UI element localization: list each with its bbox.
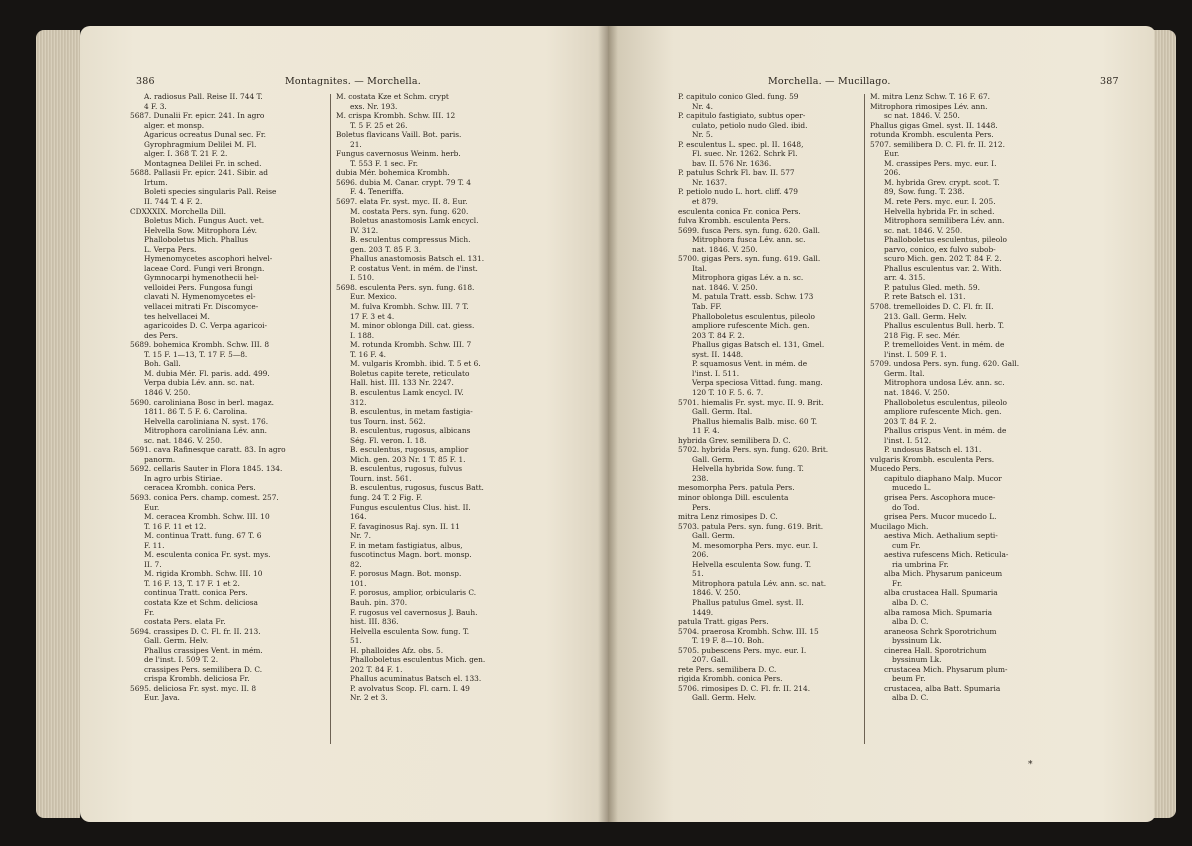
text-line: Nr. 4.: [692, 101, 713, 111]
text-line: Phallus gigas Batsch el. 131, Gmel.: [692, 340, 825, 350]
text-line: L. Verpa Pers.: [144, 244, 197, 254]
text-line: M. rotunda Krombh. Schw. III. 7: [350, 340, 472, 350]
text-line: vellacei mitrati Fr. Discomyce-: [144, 302, 259, 312]
text-line: 5689. bohemica Krombh. Schw. III. 8: [130, 340, 270, 350]
text-line: P. squamosus Vent. in mém. de: [692, 359, 808, 369]
text-line: T. 16 F. 11 et 12.: [144, 521, 207, 531]
text-line: 17 F. 3 et 4.: [350, 311, 395, 321]
text-line: Boletus anastomosis Lamk encycl.: [350, 216, 479, 226]
text-line: P. capitulo conico Gled. fung. 59: [678, 92, 799, 101]
text-line: Mitrophora rimosipes Lév. ann.: [870, 101, 988, 111]
text-line: H. phalloides Afz. obs. 5.: [350, 645, 444, 655]
text-line: B. esculentus, rugosus, fuscus Batt.: [350, 483, 484, 493]
text-line: M. vulgaris Krombh. ibid. T. 5 et 6.: [350, 359, 481, 369]
text-line: 5690. caroliniana Bosc in berl. magaz.: [130, 397, 274, 407]
text-line: vulgaris Krombh. esculenta Pers.: [870, 454, 995, 464]
text-line: 5700. gigas Pers. syn. fung. 619. Gall.: [678, 254, 821, 264]
text-line: B. esculentus Lamk encycl. IV.: [350, 387, 464, 397]
text-line: 21.: [350, 139, 362, 149]
text-line: 5704. praerosa Krombh. Schw. III. 15: [678, 626, 819, 636]
text-line: exs. Nr. 193.: [350, 101, 398, 111]
text-line: CDXXXIX. Morchella Dill.: [130, 206, 226, 216]
text-line: alba D. C.: [892, 617, 929, 627]
text-line: grisea Pers. Mucor mucedo L.: [884, 512, 997, 522]
text-line: T. 16 F. 4.: [350, 349, 387, 359]
text-line: minor oblonga Dill. esculenta: [678, 492, 789, 502]
text-line: Fr.: [144, 607, 155, 617]
text-line: 89, Sow. fung. T. 238.: [884, 187, 965, 197]
text-line: P. patulus Schrk Fl. bav. II. 577: [678, 168, 795, 178]
text-line: rigida Krombh. conica Pers.: [678, 674, 783, 684]
text-line: ampliore rufescente Mich. gen.: [692, 321, 810, 331]
text-line: 5696. dubia M. Canar. crypt. 79 T. 4: [336, 177, 472, 187]
text-line: T. 5 F. 25 et 26.: [350, 120, 408, 130]
text-line: T. 19 F. 8—10. Boh.: [692, 636, 765, 646]
text-line: 5698. esculenta Pers. syn. fung. 618.: [336, 282, 475, 292]
text-line: velloidei Pers. Fungosa fungi: [144, 282, 253, 292]
text-line: Ital.: [692, 263, 708, 273]
text-line: alger. I. 368 T. 21 F. 2.: [144, 149, 228, 159]
text-line: M. rete Pers. myc. eur. I. 205.: [884, 197, 996, 207]
text-line: M. costata Kze et Schm. crypt: [336, 92, 449, 101]
text-line: Phalloboletus Mich. Phallus: [144, 235, 249, 245]
text-line: Boleti species singularis Pall. Reise: [144, 187, 277, 197]
text-line: ria umbrina Fr.: [892, 559, 949, 569]
text-line: aestiva rufescens Mich. Reticula-: [884, 550, 1009, 560]
text-line: syst. II. 1448.: [692, 349, 744, 359]
text-line: Gall. Germ.: [692, 531, 735, 541]
text-line: alger. et monsp.: [144, 120, 205, 130]
text-line: Nr. 1637.: [692, 177, 728, 187]
text-line: 101.: [350, 578, 367, 588]
text-line: Verpa speciosa Vittad. fung. mang.: [692, 378, 823, 388]
text-line: cinerea Hall. Sporotrichum: [884, 645, 987, 655]
text-line: 5702. hybrida Pers. syn. fung. 620. Brit.: [678, 445, 829, 455]
text-line: 5693. conica Pers. champ. comest. 257.: [130, 492, 279, 502]
text-line: des Pers.: [144, 330, 178, 340]
text-line: B. esculentus, rugosus, albicans: [350, 426, 471, 436]
text-line: 213. Gall. Germ. Helv.: [884, 311, 967, 321]
text-line: Fr.: [892, 578, 903, 588]
text-line: Eur. Mexico.: [350, 292, 397, 302]
text-line: P. avolvatus Scop. Fl. carn. I. 49: [350, 683, 470, 693]
text-line: 312.: [350, 397, 367, 407]
text-line: 5692. cellaris Sauter in Flora 1845. 134.: [130, 464, 283, 474]
text-line: clavati N. Hymenomycetes el-: [144, 292, 256, 302]
text-line: Phallus acuminatus Batsch el. 133.: [350, 674, 482, 684]
text-line: 11 F. 4.: [692, 426, 720, 436]
text-line: 1846. V. 250.: [692, 588, 741, 598]
text-line: 1846 V. 250.: [144, 387, 191, 397]
text-line: hybrida Grev. semilibera D. C.: [678, 435, 791, 445]
text-line: cum Fr.: [892, 540, 921, 550]
text-line: Phalloboletus esculentus Mich. gen.: [350, 655, 486, 665]
text-line: 5706. rimosipes D. C. Fl. fr. II. 214.: [678, 683, 811, 693]
text-line: M. minor oblonga Dill. cat. giess.: [350, 321, 475, 331]
text-line: crispa Krombh. deliciosa Fr.: [144, 674, 250, 684]
text-line: M. rigida Krombh. Schw. III. 10: [144, 569, 263, 579]
text-line: 51.: [692, 569, 704, 579]
right-column-2: [870, 92, 1072, 703]
text-line: Phallus crassipes Vent. in mém.: [144, 645, 263, 655]
text-line: l'inst. I. 509 F. 1.: [884, 349, 947, 359]
text-line: P. patulus Gled. meth. 59.: [884, 282, 980, 292]
text-line: B. esculentus compressus Mich.: [350, 235, 471, 245]
right-running-title: Morchella. — Mucillago.: [768, 76, 891, 87]
text-line: rete Pers. semilibera D. C.: [678, 664, 777, 674]
text-line: Gall. Germ. Helv.: [692, 693, 757, 703]
text-line: 51.: [350, 636, 362, 646]
text-line: l'inst. I. 511.: [692, 368, 740, 378]
text-line: Ség. Fl. veron. I. 18.: [350, 435, 427, 445]
text-line: 5687. Dunalii Fr. epicr. 241. In agro: [130, 111, 265, 121]
text-line: culato, petiolo nudo Gled. ibid.: [692, 120, 808, 130]
text-line: bav. II. 576 Nr. 1636.: [692, 158, 772, 168]
text-line: parvo, conico, ex fulvo subob-: [884, 244, 996, 254]
text-line: M. crispa Krombh. Schw. III. 12: [336, 111, 456, 121]
open-book: [36, 26, 1168, 822]
text-line: 218 Fig. F. sec. Mér.: [884, 330, 961, 340]
text-line: Nr. 7.: [350, 531, 371, 541]
text-line: Montagnea Delilei Fr. in sched.: [144, 158, 262, 168]
text-line: nat. 1846. V. 250.: [692, 244, 758, 254]
text-line: scuro Mich. gen. 202 T. 84 F. 2.: [884, 254, 1002, 264]
left-column-2: [336, 92, 536, 703]
text-line: Gall. Germ. Ital.: [692, 407, 753, 417]
text-line: F. favaginosus Raj. syn. II. 11: [350, 521, 460, 531]
text-line: gen. 203 T. 85 F. 3.: [350, 244, 422, 254]
text-line: alba Mich. Physarum paniceum: [884, 569, 1003, 579]
text-line: agaricoides D. C. Verpa agaricoi-: [144, 321, 268, 331]
text-line: Boletus flavicans Vaill. Bot. paris.: [336, 130, 462, 140]
text-line: Nr. 2 et 3.: [350, 693, 388, 703]
text-line: Helvella caroliniana N. syst. 176.: [144, 416, 269, 426]
text-line: ceracea Krombh. conica Pers.: [144, 483, 256, 493]
text-line: 238.: [692, 473, 709, 483]
text-line: Phallus hiemalis Balb. misc. 60 T.: [692, 416, 818, 426]
text-line: mucedo L.: [892, 483, 932, 493]
text-line: Tourn. inst. 561.: [350, 473, 412, 483]
text-line: 82.: [350, 559, 362, 569]
text-line: T. 553 F. 1 sec. Fr.: [350, 158, 418, 168]
text-line: panorm.: [144, 454, 176, 464]
text-line: do Tod.: [892, 502, 920, 512]
text-line: nat. 1846. V. 250.: [884, 387, 950, 397]
text-line: Irtum.: [144, 177, 168, 187]
text-line: rotunda Krombh. esculenta Pers.: [870, 130, 994, 140]
left-running-title: Montagnites. — Morchella.: [285, 76, 421, 87]
text-line: costata Kze et Schm. deliciosa: [144, 597, 258, 607]
text-line: P. costatus Vent. in mém. de l'inst.: [350, 263, 478, 273]
text-line: alba D. C.: [892, 597, 929, 607]
right-page-edges: [1154, 30, 1176, 818]
text-line: 206.: [692, 550, 709, 560]
book-gutter: [598, 26, 618, 822]
text-line: 5705. pubescens Pers. myc. eur. I.: [678, 645, 807, 655]
text-line: Fl. suec. Nr. 1262. Schrk Fl.: [692, 149, 798, 159]
text-line: tus Tourn. inst. 562.: [350, 416, 426, 426]
text-line: P. petiolo nudo L. hort. cliff. 479: [678, 187, 798, 197]
text-line: Phallus esculentus Bull. herb. T.: [884, 321, 1005, 331]
text-line: costata Pers. elata Fr.: [144, 617, 226, 627]
text-line: M. dubia Mér. Fl. paris. add. 499.: [144, 368, 270, 378]
text-line: Mitrophora undosa Lév. ann. sc.: [884, 378, 1005, 388]
text-line: M. mesomorpha Pers. myc. eur. I.: [692, 540, 819, 550]
text-line: I. 510.: [350, 273, 375, 283]
text-line: Phalloboletus esculentus, pileolo: [884, 397, 1007, 407]
text-line: B. esculentus, rugosus, fulvus: [350, 464, 463, 474]
text-line: Mucilago Mich.: [870, 521, 929, 531]
text-line: sc. nat. 1846. V. 250.: [144, 435, 223, 445]
text-line: 120 T. 10 F. 5. 6. 7.: [692, 387, 764, 397]
text-line: M. patula Tratt. essb. Schw. 173: [692, 292, 814, 302]
text-line: 5708. tremelloides D. C. Fl. fr. II.: [870, 302, 994, 312]
text-line: Mitrophora caroliniana Lév. ann.: [144, 426, 267, 436]
text-line: 5709. undosa Pers. syn. fung. 620. Gall.: [870, 359, 1020, 369]
text-line: esculenta conica Fr. conica Pers.: [678, 206, 801, 216]
text-line: aestiva Mich. Aethalium septi-: [884, 531, 998, 541]
text-line: Phallus anastomosis Batsch el. 131.: [350, 254, 485, 264]
text-line: dubia Mér. bohemica Krombh.: [336, 168, 450, 178]
text-line: fuscotinctus Magn. bort. monsp.: [350, 550, 472, 560]
text-line: F. 11.: [144, 540, 165, 550]
left-page: [80, 26, 628, 822]
text-line: Gymnocarpi hymenothecii hel-: [144, 273, 259, 283]
text-line: Germ. Ital.: [884, 368, 925, 378]
text-line: 5691. cava Rafinesque caratt. 83. In agro: [130, 445, 286, 455]
text-line: arr. 4. 315.: [884, 273, 926, 283]
text-line: patula Tratt. gigas Pers.: [678, 617, 769, 627]
text-line: Gyrophragmium Delilei M. Fl.: [144, 139, 257, 149]
text-line: de l'inst. I. 509 T. 2.: [144, 655, 219, 665]
text-line: Nr. 5.: [692, 130, 713, 140]
text-line: 207. Gall.: [692, 655, 729, 665]
text-line: Phalloboletus esculentus, pileolo: [884, 235, 1007, 245]
text-line: mesomorpha Pers. patula Pers.: [678, 483, 795, 493]
text-line: Helvella esculenta Sow. fung. T.: [692, 559, 812, 569]
text-line: II. 744 T. 4 F. 2.: [144, 197, 203, 207]
text-line: B. esculentus, in metam fastigia-: [350, 407, 473, 417]
text-line: sc. nat. 1846. V. 250.: [884, 225, 963, 235]
text-line: F. 4. Teneriffa.: [350, 187, 404, 197]
text-line: 5703. patula Pers. syn. fung. 619. Brit.: [678, 521, 824, 531]
text-line: IV. 312.: [350, 225, 379, 235]
text-line: Tab. FF.: [692, 302, 722, 312]
text-line: Phallus esculentus var. 2. With.: [884, 263, 1002, 273]
text-line: F. rugosus vel cavernosus J. Bauh.: [350, 607, 478, 617]
text-line: 202 T. 84 F. 1.: [350, 664, 403, 674]
text-line: alba ramosa Mich. Spumaria: [884, 607, 993, 617]
text-line: T. 16 F. 13, T. 17 F. 1 et 2.: [144, 578, 240, 588]
text-line: 5694. crassipes D. C. Fl. fr. II. 213.: [130, 626, 261, 636]
text-line: fung. 24 T. 2 Fig. F.: [350, 492, 423, 502]
text-line: grisea Pers. Ascophora muce-: [884, 492, 996, 502]
text-line: Mitrophora fusca Lév. ann. sc.: [692, 235, 806, 245]
text-line: 206.: [884, 168, 901, 178]
text-line: crustacea, alba Batt. Spumaria: [884, 683, 1001, 693]
text-line: 5701. hiemalis Fr. syst. myc. II. 9. Brit.: [678, 397, 824, 407]
text-line: alba crustacea Hall. Spumaria: [884, 588, 998, 598]
text-line: 5688. Pallasii Fr. epicr. 241. Sibir. ad: [130, 168, 269, 178]
text-line: crustacea Mich. Physarum plum-: [884, 664, 1008, 674]
text-line: Mich. gen. 203 Nr. 1 T. 85 F. 1.: [350, 454, 466, 464]
text-line: Phallus crispus Vent. in mém. de: [884, 426, 1007, 436]
text-line: T. 15 F. 1—13, T. 17 F. 5—8.: [144, 349, 248, 359]
text-line: M. fulva Krombh. Schw. III. 7 T.: [350, 302, 469, 312]
text-line: Hymenomycetes ascophori helvel-: [144, 254, 273, 264]
text-line: 4 F. 3.: [144, 101, 167, 111]
text-line: Mitrophora gigas Lév. a n. sc.: [692, 273, 804, 283]
left-column-divider: [330, 94, 331, 744]
text-line: Eur.: [144, 502, 160, 512]
text-line: 1449.: [692, 607, 714, 617]
text-line: nat. 1846. V. 250.: [692, 282, 758, 292]
right-column-1: [678, 92, 864, 703]
text-line: byssinum Lk.: [892, 655, 942, 665]
text-line: P. capitulo fastigiato, subtus oper-: [678, 111, 806, 121]
text-line: 5697. elata Fr. syst. myc. II. 8. Eur.: [336, 197, 468, 207]
text-line: Hall. hist. III. 133 Nr. 2247.: [350, 378, 454, 388]
text-line: Eur. Java.: [144, 693, 180, 703]
right-page: [608, 26, 1156, 822]
text-line: laceae Cord. Fungi veri Brongn.: [144, 263, 265, 273]
text-line: Mitrophora semilibera Lév. ann.: [884, 216, 1005, 226]
text-line: M. costata Pers. syn. fung. 620.: [350, 206, 469, 216]
text-line: In agro urbis Stiriae.: [144, 473, 223, 483]
text-line: crassipes Pers. semilibera D. C.: [144, 664, 263, 674]
text-line: Fungus esculentus Clus. hist. II.: [350, 502, 471, 512]
text-line: ampliore rufescente Mich. gen.: [884, 407, 1002, 417]
right-column-divider: [864, 94, 865, 744]
text-line: Phallus gigas Gmel. syst. II. 1448.: [870, 120, 998, 130]
text-line: 5707. semilibera D. C. Fl. fr. II. 212.: [870, 139, 1005, 149]
text-line: 203 T. 84 F. 2.: [692, 330, 745, 340]
text-line: byssinum Lk.: [892, 636, 942, 646]
text-line: P. tremelloides Vent. in mém. de: [884, 340, 1005, 350]
text-line: araneosa Schrk Sporotrichum: [884, 626, 997, 636]
text-line: Helvella esculenta Sow. fung. T.: [350, 626, 470, 636]
text-line: M. hybrida Grev. crypt. scot. T.: [884, 177, 1000, 187]
text-line: 1811. 86 T. 5 F. 6. Carolina.: [144, 407, 248, 417]
text-line: 5695. deliciosa Fr. syst. myc. II. 8: [130, 683, 257, 693]
text-line: hist. III. 836.: [350, 617, 399, 627]
text-line: sc nat. 1846. V. 250.: [884, 111, 960, 121]
text-line: Boh. Gall.: [144, 359, 181, 369]
text-line: F. in metam fastigiatus, albus,: [350, 540, 463, 550]
text-line: Fungus cavernosus Weinm. herb.: [336, 149, 461, 159]
text-line: A. radiosus Pall. Reise II. 744 T.: [144, 92, 263, 101]
text-line: capitulo diaphano Malp. Mucor: [884, 473, 1002, 483]
text-line: tes helvellacei M.: [144, 311, 210, 321]
text-line: Helvella Sow. Mitrophora Lév.: [144, 225, 257, 235]
text-line: Helvella hybrida Fr. in sched.: [884, 206, 995, 216]
text-line: P. rete Batsch el. 131.: [884, 292, 966, 302]
text-line: Bauh. pin. 370.: [350, 597, 408, 607]
text-line: Verpa dubia Lév. ann. sc. nat.: [144, 378, 255, 388]
footer-mark: *: [1028, 760, 1033, 770]
text-line: M. continua Tratt. fung. 67 T. 6: [144, 531, 262, 541]
text-line: 203 T. 84 F. 2.: [884, 416, 937, 426]
text-line: Boletus Mich. Fungus Auct. vet.: [144, 216, 265, 226]
right-page-number: 387: [1100, 76, 1119, 87]
text-line: Phalloboletus esculentus, pileolo: [692, 311, 815, 321]
text-line: Gall. Germ. Helv.: [144, 636, 209, 646]
text-line: Phallus patulus Gmel. syst. II.: [692, 597, 804, 607]
text-line: P. undosus Batsch el. 131.: [884, 445, 982, 455]
text-line: B. esculentus, rugosus, amplior: [350, 445, 469, 455]
text-line: Pers.: [692, 502, 711, 512]
text-line: M. ceracea Krombh. Schw. III. 10: [144, 512, 270, 522]
text-line: 5699. fusca Pers. syn. fung. 620. Gall.: [678, 225, 821, 235]
text-line: F. porosus Magn. Bot. monsp.: [350, 569, 462, 579]
text-line: P. esculentus L. spec. pl. II. 1648,: [678, 139, 804, 149]
text-line: Mucedo Pers.: [870, 464, 922, 474]
text-line: continua Tratt. conica Pers.: [144, 588, 248, 598]
text-line: Mitrophora patula Lév. ann. sc. nat.: [692, 578, 827, 588]
text-line: alba D. C.: [892, 693, 929, 703]
text-line: 164.: [350, 512, 367, 522]
text-line: Helvella hybrida Sow. fung. T.: [692, 464, 804, 474]
left-page-edges: [36, 30, 80, 818]
text-line: F. porosus, amplior, orbicularis C.: [350, 588, 477, 598]
text-line: M. mitra Lenz Schw. T. 16 F. 67.: [870, 92, 991, 101]
text-line: beum Fr.: [892, 674, 926, 684]
text-line: l'inst. I. 512.: [884, 435, 932, 445]
text-line: Eur.: [884, 149, 900, 159]
left-page-number: 386: [136, 76, 155, 87]
text-line: I. 188.: [350, 330, 375, 340]
text-line: Agaricus ocreatus Dunal sec. Fr.: [144, 130, 266, 140]
text-line: mitra Lenz rimosipes D. C.: [678, 512, 778, 522]
left-column-1: [130, 92, 316, 703]
text-line: Gall. Germ.: [692, 454, 735, 464]
text-line: II. 7.: [144, 559, 162, 569]
text-line: M. esculenta conica Fr. syst. mys.: [144, 550, 271, 560]
text-line: Boletus capite terete, reticulato: [350, 368, 470, 378]
text-line: fulva Krombh. esculenta Pers.: [678, 216, 791, 226]
text-line: et 879.: [692, 197, 719, 207]
text-line: M. crassipes Pers. myc. eur. I.: [884, 158, 997, 168]
